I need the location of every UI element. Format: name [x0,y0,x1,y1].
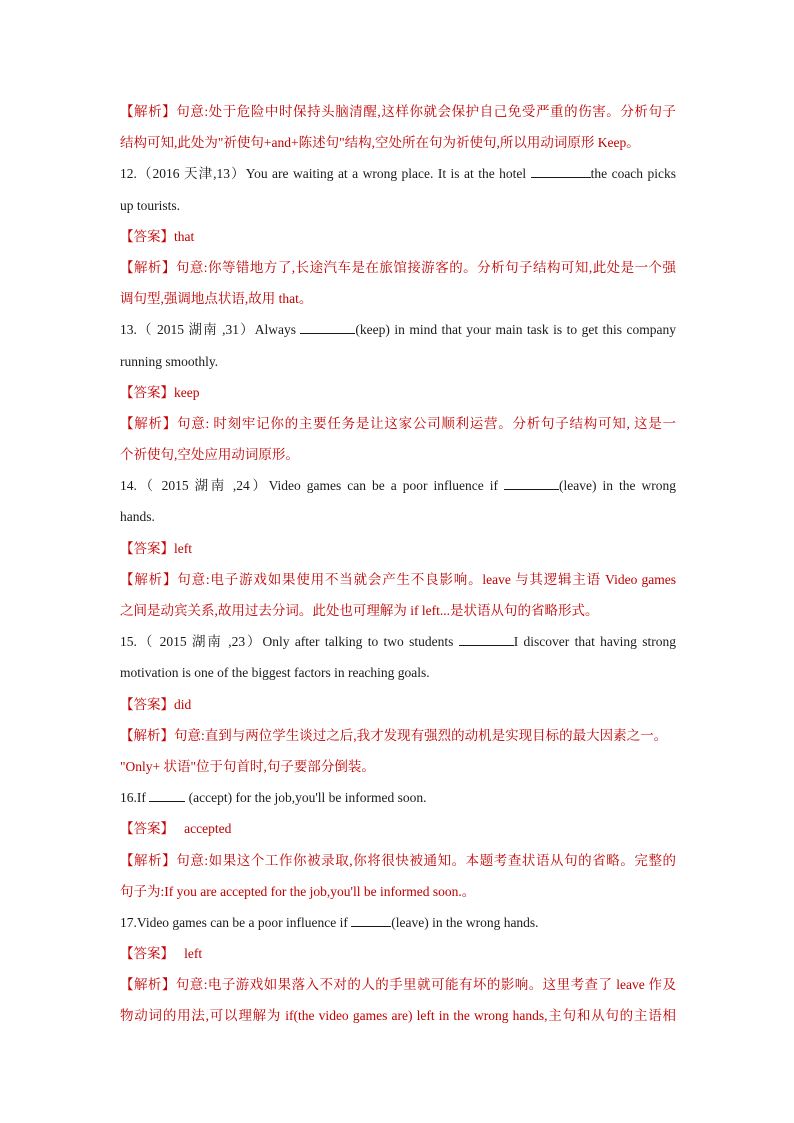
question-17 [120,907,676,938]
question-text: (leave) in the wrong hands. [391,914,539,930]
answer-line [120,221,676,252]
answer-line [120,938,676,969]
answer-text: accepted [174,821,232,837]
question-line [120,501,676,532]
question-text: 12.（2016 天津,13）You are waiting at a wrong place. It is at the hotel [120,166,531,182]
question-text: 16.If [120,790,150,806]
question-text: motivation is one of the biggest factors in reaching goals. [120,665,430,681]
analysis-text: 句意:处于危险中时保持头脑清醒,这样你就会保护自己免受严重的伤害。分析句子 [176,104,676,119]
answer-line [120,689,676,720]
question-text: (keep) in mind that your main task is to get this company [355,322,676,338]
question-text: 15.（ 2015 湖南 ,23）Only after talking to two students [120,634,459,650]
question-15 [120,626,676,657]
answer-blank [459,633,514,646]
answer-blank [504,477,559,490]
question-text: running smoothly. [120,353,219,369]
question-text: (leave) in the wrong [559,478,676,494]
answer-blank [149,789,185,802]
analysis-label: 【解析】 [120,977,176,993]
answer-label: 【答案】 [120,946,174,962]
question-14 [120,470,676,501]
answer-label: 【答案】 [120,228,174,244]
analysis-text: 句意:直到与两位学生谈过之后,我才发现有强烈的动机是实现目标的最大因素之一。 [174,727,668,743]
question-text: the coach picks [590,166,676,182]
analysis-text: 个祈使句,空处应用动词原形。 [120,447,299,463]
question-16 [120,782,676,813]
analysis-line [120,720,676,751]
question-line [120,346,676,377]
analysis-text: 句意: 时刻牢记你的主要任务是让这家公司顺利运营。分析句子结构可知, 这是一 [177,415,676,431]
analysis-line [120,876,676,907]
analysis-text: 句意:电子游戏如果落入不对的人的手里就可能有坏的影响。这里考查了 leave 作及 [175,977,676,993]
question-text: hands. [120,509,155,525]
question-line [120,190,676,221]
analysis-text: 调句型,强调地点状语,故用 that。 [120,291,313,307]
analysis-text: 结构可知,此处为"祈使句+and+陈述句"结构,空处所在句为祈使句,所以用动词原形 Keep。 [120,135,640,151]
question-text: 17.Video games can be a poor influence if [120,914,352,930]
answer-line [120,377,676,408]
answer-line [120,813,676,844]
analysis-label: 【解析】 [120,852,177,868]
analysis-text: 句子为:If you are accepted for the job,you'll be informed soon.。 [120,883,476,899]
analysis-line [120,595,676,626]
question-text: 13.（ 2015 湖南 ,31）Always [120,322,301,338]
analysis-line [120,1000,676,1031]
analysis-label: 【解析】 [120,415,177,431]
analysis-line [120,564,676,595]
answer-label: 【答案】 [120,696,174,712]
answer-text: keep [174,384,200,400]
analysis-label: 【解析】 [120,571,178,587]
analysis-line [120,252,676,283]
answer-label: 【答案】 [120,821,174,837]
analysis-line [120,127,676,158]
question-text: up tourists. [120,197,181,213]
analysis-line [120,439,676,470]
analysis-text: 句意:如果这个工作你被录取,你将很快被通知。本题考查状语从句的省略。完整的 [176,852,676,868]
question-text: 14.（ 2015 湖南 ,24）Video games can be a poor influence if [120,478,504,494]
question-13 [120,314,676,345]
analysis-label: 【解析】 [120,727,174,743]
analysis-text: 句意:你等错地方了,长途汽车是在旅馆接游客的。分析句子结构可知,此处是一个强 [175,259,676,275]
analysis-text: "Only+ 状语"位于句首时,句子要部分倒装。 [120,758,375,774]
answer-text: that [174,228,195,244]
answer-blank [531,165,591,178]
analysis-line [120,96,676,127]
analysis-text: 句意:电子游戏如果使用不当就会产生不良影响。leave 与其逻辑主语 Video games [177,571,676,587]
answer-text: left [174,946,203,962]
answer-line [120,533,676,564]
question-12 [120,158,676,189]
analysis-text: 物动词的用法,可以理解为 if(the video games are) left in the wrong hands,主句和从句的主语相 [120,1008,676,1024]
analysis-line [120,845,676,876]
analysis-label: 【解析】 [120,259,176,275]
question-line [120,657,676,688]
answer-text: left [174,540,192,556]
document-page [120,96,676,1032]
analysis-line [120,751,676,782]
answer-text: did [174,696,192,712]
question-text: (accept) for the job,you'll be informed soon. [185,790,427,806]
answer-blank [351,914,391,927]
answer-label: 【答案】 [120,540,174,556]
answer-label: 【答案】 [120,384,174,400]
analysis-text: 之间是动宾关系,故用过去分词。此处也可理解为 if left...是状语从句的省略形式。 [120,603,599,618]
answer-blank [300,321,355,334]
analysis-line [120,408,676,439]
question-text: I discover that having strong [513,634,676,650]
analysis-label: 【解析】 [120,104,177,119]
analysis-line [120,283,676,314]
analysis-line [120,969,676,1000]
